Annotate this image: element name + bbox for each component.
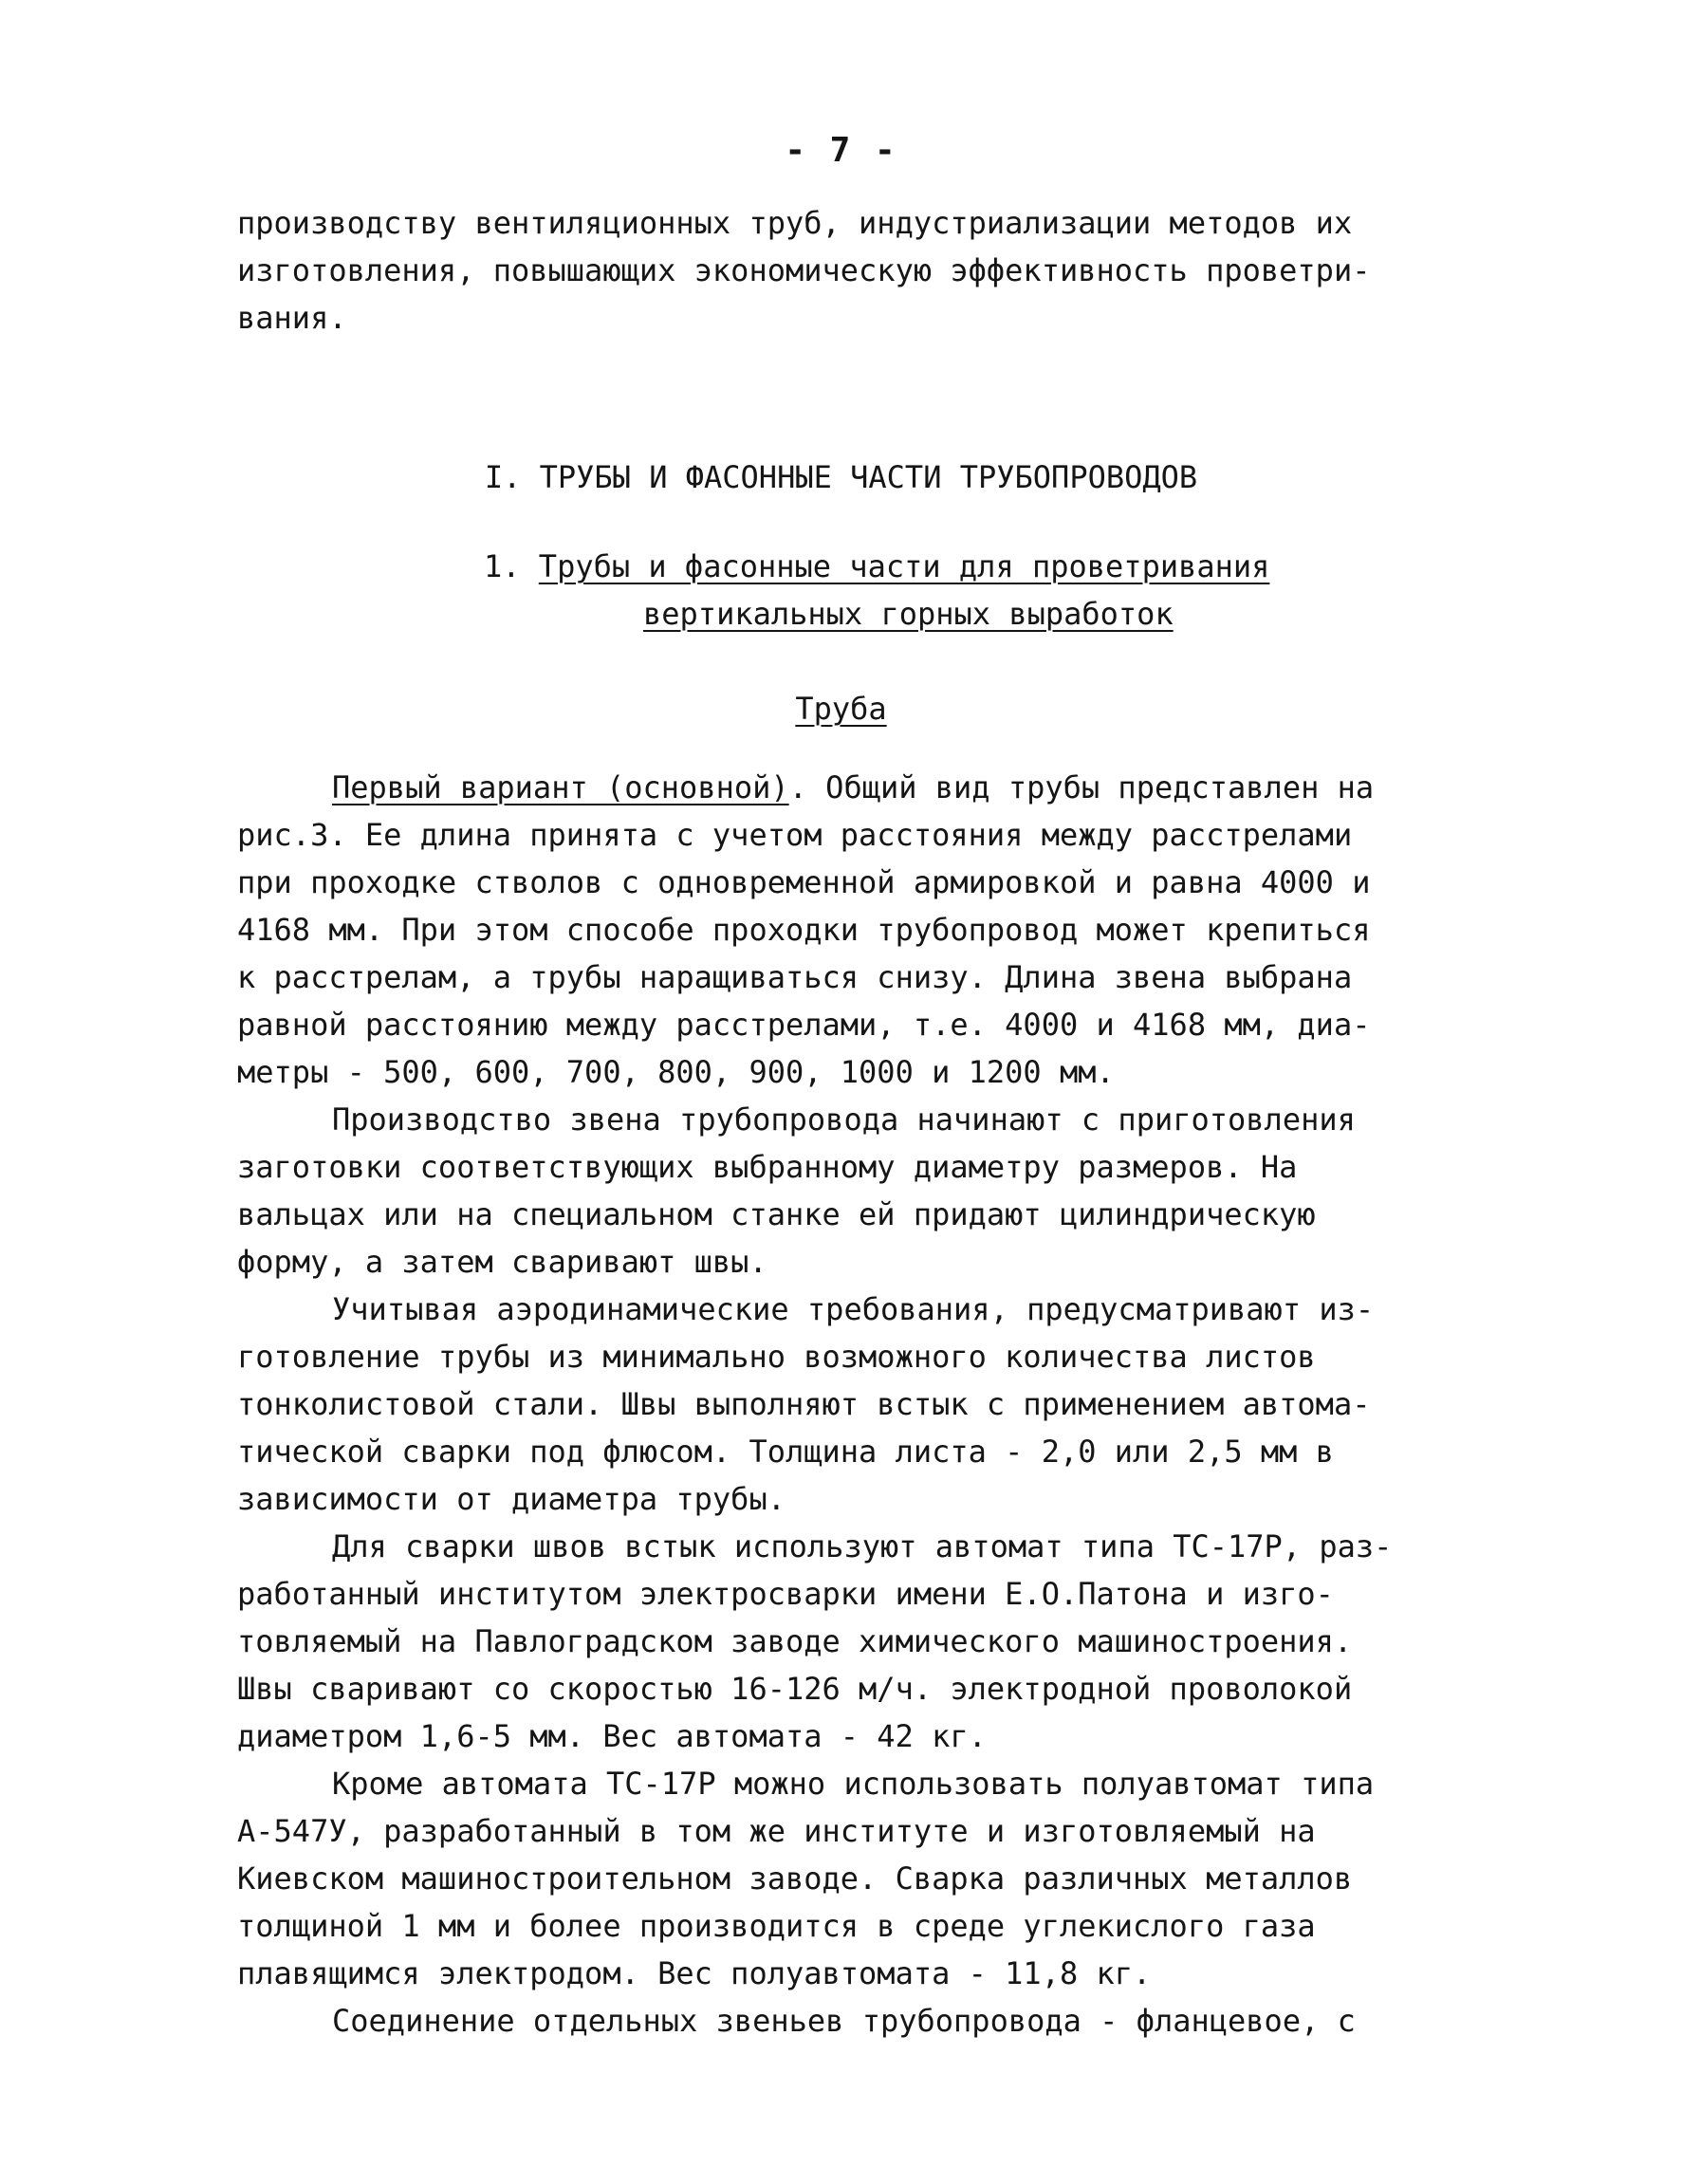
body-line: Киевском машиностроительном заводе. Сварка различных металлов xyxy=(237,1860,1353,1897)
body-line: Первый вариант (основной). Общий вид трубы представлен на xyxy=(332,769,1375,805)
body-line: вальцах или на специальном станке ей придают цилиндрическую xyxy=(237,1196,1316,1232)
body-line: 4168 мм. При этом способе проходки трубопровод может крепиться xyxy=(237,912,1371,948)
body-line: толщиной 1 мм и более производится в среде углекислого газа xyxy=(237,1908,1316,1944)
heading-truba: Труба xyxy=(795,691,887,727)
subsection-number: 1. xyxy=(484,548,521,584)
body-line: плавящимся электродом. Вес полуавтомата - 11,8 кг. xyxy=(237,1955,1152,1991)
body-line: Для сварки швов встык используют автомат типа ТС-17Р, раз- xyxy=(332,1528,1393,1564)
body-line: А-547У, разработанный в том же институте и изготовляемый на xyxy=(237,1813,1316,1849)
body-line: форму, а затем сваривают швы. xyxy=(237,1244,767,1280)
intro-paragraph xyxy=(237,199,1423,342)
body-line: заготовки соответствующих выбранному диаметру размеров. На xyxy=(237,1149,1298,1185)
body-line: рис.3. Ее длина принята с учетом расстояния между расстрелами xyxy=(237,817,1353,853)
body-line: метры - 500, 600, 700, 800, 900, 1000 и 1200 мм. xyxy=(237,1054,1115,1090)
body-text xyxy=(237,764,1423,2045)
intro-line: вания. xyxy=(237,300,347,336)
body-line: равной расстоянию между расстрелами, т.е. 4000 и 4168 мм, диа- xyxy=(237,1007,1371,1043)
body-line: Кроме автомата ТС-17Р можно использовать полуавтомат типа xyxy=(332,1766,1375,1802)
page-number: - 7 - xyxy=(785,131,897,170)
body-line: работанный институтом электросварки имени Е.О.Патона и изго- xyxy=(237,1576,1334,1612)
body-line: зависимости от диаметра трубы. xyxy=(237,1481,786,1517)
body-line: к расстрелам, а трубы наращиваться снизу. Длина звена выбрана xyxy=(237,959,1353,995)
body-line: Швы сваривают со скоростью 16-126 м/ч. электродной проволокой xyxy=(237,1671,1353,1707)
variant-label: Первый вариант (основной) xyxy=(332,769,789,805)
body-line: диаметром 1,6-5 мм. Вес автомата - 42 кг. xyxy=(237,1718,987,1754)
intro-line: изготовления, повышающих экономическую эффективность проветри- xyxy=(237,252,1371,288)
body-line: Производство звена трубопровода начинают с приготовления xyxy=(332,1101,1356,1138)
section-title: I. ТРУБЫ И ФАСОННЫЕ ЧАСТИ ТРУБОПРОВОДОВ xyxy=(484,459,1198,495)
subsection-title-line2: вертикальных горных выработок xyxy=(643,596,1174,632)
body-line: тической сварки под флюсом. Толщина листа - 2,0 или 2,5 мм в xyxy=(237,1434,1334,1470)
body-line: при проходке стволов с одновременной армировкой и равна 4000 и xyxy=(237,864,1371,900)
body-line: готовление трубы из минимально возможного количества листов xyxy=(237,1339,1316,1375)
body-line: тонколистовой стали. Швы выполняют встык с применением автома- xyxy=(237,1386,1371,1422)
subsection-title-line1: Трубы и фасонные части для проветривания xyxy=(538,548,1270,584)
intro-line: производству вентиляционных труб, индустриализации методов их xyxy=(237,205,1353,241)
body-line: Учитывая аэродинамические требования, предусматривают из- xyxy=(332,1291,1375,1327)
body-line: Соединение отдельных звеньев трубопровода - фланцевое, с xyxy=(332,2003,1356,2039)
body-line: товляемый на Павлоградском заводе химического машиностроения. xyxy=(237,1623,1353,1659)
subsection-title xyxy=(484,543,1338,638)
